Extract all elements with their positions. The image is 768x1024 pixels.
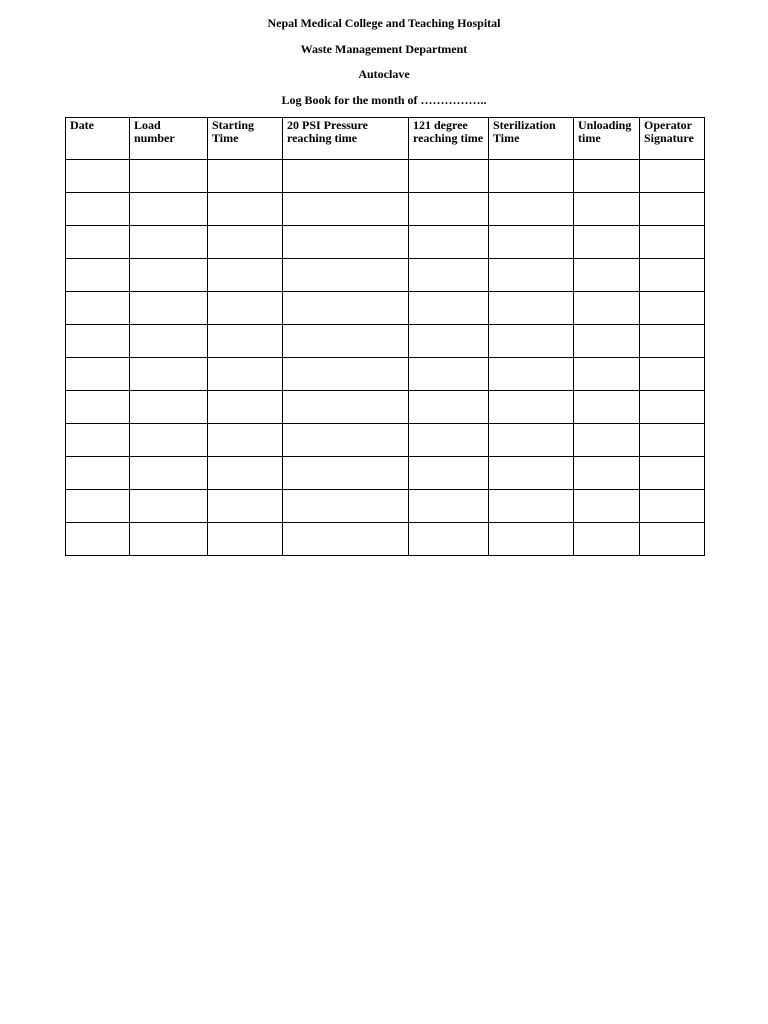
- table-cell: [574, 523, 640, 556]
- table-cell: [409, 226, 489, 259]
- table-cell: [283, 424, 409, 457]
- table-cell: [66, 523, 130, 556]
- table-cell: [208, 457, 283, 490]
- table-cell: [66, 358, 130, 391]
- table-cell: [640, 325, 705, 358]
- table-cell: [409, 160, 489, 193]
- table-cell: [574, 193, 640, 226]
- table-cell: [66, 259, 130, 292]
- table-cell: [283, 358, 409, 391]
- table-cell: [574, 358, 640, 391]
- table-cell: [489, 358, 574, 391]
- table-header-row: [66, 118, 705, 160]
- log-table-body: [66, 160, 705, 556]
- table-cell: [489, 490, 574, 523]
- table-cell: [574, 292, 640, 325]
- column-header-121-degree-time: 121 degree reaching time: [409, 118, 489, 160]
- table-cell: [130, 325, 208, 358]
- table-cell: [640, 292, 705, 325]
- table-cell: [130, 292, 208, 325]
- column-header-operator-signature: Operator Signature: [640, 118, 705, 160]
- table-cell: [574, 391, 640, 424]
- log-table: [65, 117, 705, 556]
- table-cell: [208, 391, 283, 424]
- table-cell: [489, 325, 574, 358]
- table-cell: [489, 457, 574, 490]
- table-cell: [283, 193, 409, 226]
- table-cell: [409, 424, 489, 457]
- table-row: [66, 490, 705, 523]
- table-cell: [208, 523, 283, 556]
- table-cell: [574, 160, 640, 193]
- table-cell: [409, 325, 489, 358]
- table-cell: [130, 523, 208, 556]
- table-cell: [640, 226, 705, 259]
- table-cell: [640, 193, 705, 226]
- table-row: [66, 424, 705, 457]
- table-cell: [208, 358, 283, 391]
- table-row: [66, 193, 705, 226]
- table-cell: [640, 160, 705, 193]
- table-cell: [409, 193, 489, 226]
- table-cell: [208, 160, 283, 193]
- table-cell: [409, 490, 489, 523]
- table-cell: [283, 523, 409, 556]
- table-cell: [640, 490, 705, 523]
- table-cell: [66, 160, 130, 193]
- table-cell: [574, 325, 640, 358]
- log-book-title: Log Book for the month of ……………..: [281, 93, 487, 107]
- table-cell: [130, 424, 208, 457]
- table-cell: [409, 457, 489, 490]
- column-header-date: Date: [66, 118, 130, 160]
- table-cell: [130, 160, 208, 193]
- table-cell: [640, 457, 705, 490]
- table-row: [66, 160, 705, 193]
- table-cell: [130, 391, 208, 424]
- table-cell: [130, 259, 208, 292]
- table-cell: [130, 193, 208, 226]
- table-cell: [489, 226, 574, 259]
- table-cell: [66, 292, 130, 325]
- department-title: Waste Management Department: [300, 42, 468, 56]
- table-cell: [489, 292, 574, 325]
- table-cell: [489, 259, 574, 292]
- table-cell: [208, 193, 283, 226]
- table-cell: [66, 424, 130, 457]
- table-cell: [130, 358, 208, 391]
- table-cell: [66, 193, 130, 226]
- table-row: [66, 325, 705, 358]
- equipment-title: Autoclave: [358, 67, 410, 81]
- table-cell: [283, 325, 409, 358]
- table-cell: [640, 259, 705, 292]
- table-cell: [283, 160, 409, 193]
- table-cell: [640, 391, 705, 424]
- table-cell: [409, 259, 489, 292]
- table-cell: [409, 523, 489, 556]
- table-cell: [130, 490, 208, 523]
- column-header-sterilization-time: Sterilization Time: [489, 118, 574, 160]
- table-cell: [208, 424, 283, 457]
- table-row: [66, 358, 705, 391]
- table-row: [66, 457, 705, 490]
- table-cell: [409, 292, 489, 325]
- table-cell: [574, 226, 640, 259]
- table-row: [66, 226, 705, 259]
- table-cell: [283, 292, 409, 325]
- table-cell: [283, 391, 409, 424]
- table-cell: [640, 358, 705, 391]
- table-cell: [409, 358, 489, 391]
- table-cell: [130, 457, 208, 490]
- table-cell: [283, 490, 409, 523]
- table-row: [66, 259, 705, 292]
- institution-title: Nepal Medical College and Teaching Hospital: [267, 16, 501, 30]
- table-cell: [66, 226, 130, 259]
- table-cell: [208, 259, 283, 292]
- table-cell: [66, 325, 130, 358]
- table-cell: [489, 391, 574, 424]
- column-header-starting-time: Starting Time: [208, 118, 283, 160]
- table-cell: [489, 424, 574, 457]
- column-header-unloading-time: Unloading time: [574, 118, 640, 160]
- table-cell: [208, 325, 283, 358]
- table-cell: [489, 523, 574, 556]
- table-cell: [489, 193, 574, 226]
- table-cell: [574, 490, 640, 523]
- table-row: [66, 523, 705, 556]
- table-cell: [66, 490, 130, 523]
- table-cell: [283, 457, 409, 490]
- table-cell: [208, 292, 283, 325]
- table-cell: [640, 523, 705, 556]
- table-cell: [283, 226, 409, 259]
- table-cell: [574, 424, 640, 457]
- table-cell: [574, 457, 640, 490]
- table-cell: [208, 226, 283, 259]
- table-cell: [66, 457, 130, 490]
- table-cell: [208, 490, 283, 523]
- table-cell: [489, 160, 574, 193]
- table-cell: [409, 391, 489, 424]
- table-row: [66, 391, 705, 424]
- table-cell: [66, 391, 130, 424]
- column-header-psi-pressure-time: 20 PSI Pressure reaching time: [283, 118, 409, 160]
- table-cell: [574, 259, 640, 292]
- table-cell: [130, 226, 208, 259]
- table-cell: [283, 259, 409, 292]
- column-header-load-number: Load number: [130, 118, 208, 160]
- table-row: [66, 292, 705, 325]
- table-cell: [640, 424, 705, 457]
